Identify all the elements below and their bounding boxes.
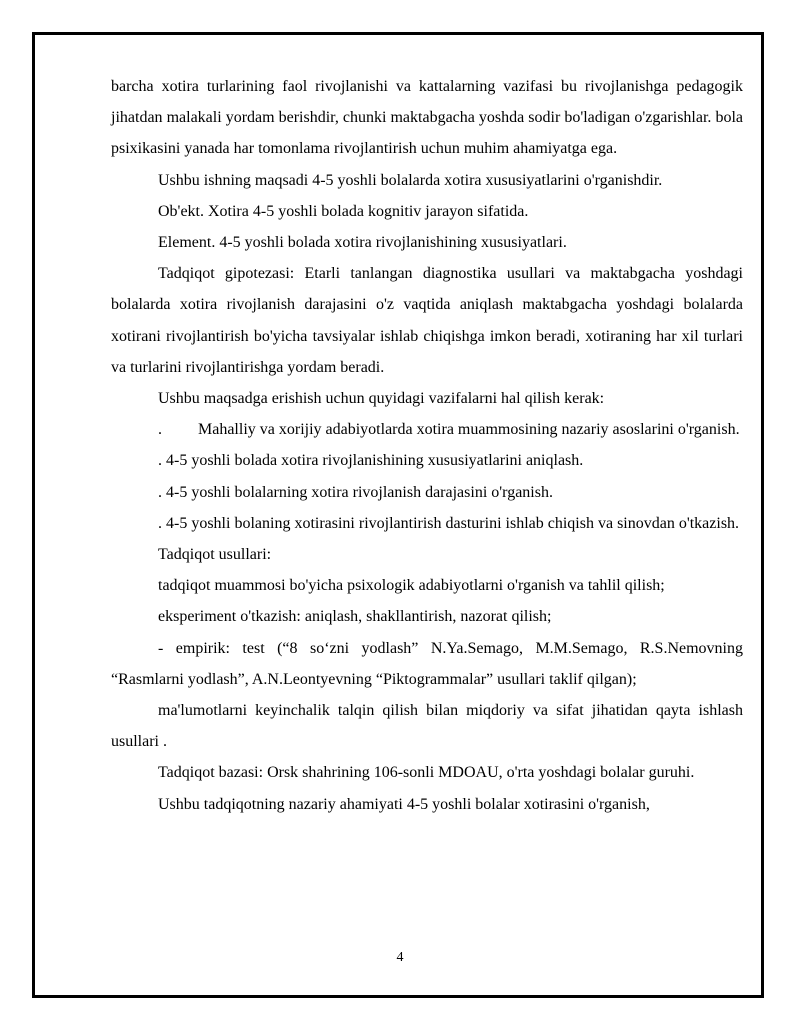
task-item-2: . 4-5 yoshli bolada xotira rivojlanishining xususiyatlarini aniqlash.	[158, 452, 584, 470]
document-body	[111, 71, 743, 820]
task-item-1-text: Mahalliy va xorijiy adabiyotlarda xotira muammosining nazariy asoslarini o'rganish.	[198, 421, 740, 439]
paragraph-significance: Ushbu tadqiqotning nazariy ahamiyati 4-5 yoshli bolalar xotirasini o'rganish,	[158, 795, 650, 813]
task-item-1	[111, 414, 743, 445]
paragraph-element: Element. 4-5 yoshli bolada xotira rivojlanishining xususiyatlari.	[158, 234, 567, 252]
task-bullet: .	[158, 421, 162, 439]
paragraph-methods-heading: Tadqiqot usullari:	[158, 546, 272, 564]
method-item-4: ma'lumotlarni keyinchalik talqin qilish bilan miqdoriy va sifat jihatidan qayta ishlash usullari .	[111, 702, 743, 751]
paragraph-research-base: Tadqiqot bazasi: Orsk shahrining 106-sonli MDOAU, o'rta yoshdagi bolalar guruhi.	[158, 764, 695, 782]
paragraph-1: barcha xotira turlarining faol rivojlanishi va kattalarning vazifasi bu rivojlanishga pedagogik jihatdan malakali yordam berishdir, chunki maktabgacha yoshda sodir bo'ladigan o'zgarishlar. bola psixikasini yanada har tomonlama rivojlantirish uchun muhim ahamiyatga ega.	[111, 78, 743, 158]
task-item-4: . 4-5 yoshli bolaning xotirasini rivojlantirish dasturini ishlab chiqish va sinovdan o'tkazish.	[158, 514, 740, 532]
paragraph-tasks-intro: Ushbu maqsadga erishish uchun quyidagi vazifalarni hal qilish kerak:	[158, 390, 605, 408]
task-item-3: . 4-5 yoshli bolalarning xotira rivojlanish darajasini o'rganish.	[158, 483, 553, 501]
paragraph-hypothesis: Tadqiqot gipotezasi: Etarli tanlangan diagnostika usullari va maktabgacha yoshdagi bolalarda xotira rivojlanish darajasini o'z vaqtida aniqlash maktabgacha yoshdagi bolalarda xotirani rivojlantirish bo'yicha tavsiyalar ishlab chiqishga imkon beradi, xotiraning har xil turlari va turlarini rivojlantirishga yordam beradi.	[111, 265, 743, 376]
paragraph-object: Ob'ekt. Xotira 4-5 yoshli bolada kognitiv jarayon sifatida.	[158, 202, 529, 220]
method-item-1: tadqiqot muammosi bo'yicha psixologik adabiyotlarni o'rganish va tahlil qilish;	[158, 577, 665, 595]
method-item-2: eksperiment o'tkazish: aniqlash, shakllantirish, nazorat qilish;	[158, 608, 552, 626]
method-item-3: - empirik: test (“8 so‘zni yodlash” N.Ya.Semago, M.M.Semago, R.S.Nemovning “Rasmlarni yodlash”, A.N.Leontyevning “Piktogrammalar” usullari taklif qilgan);	[111, 639, 743, 688]
paragraph-aim: Ushbu ishning maqsadi 4-5 yoshli bolalarda xotira xususiyatlarini o'rganishdir.	[158, 171, 663, 189]
page-number: 4	[396, 950, 404, 965]
